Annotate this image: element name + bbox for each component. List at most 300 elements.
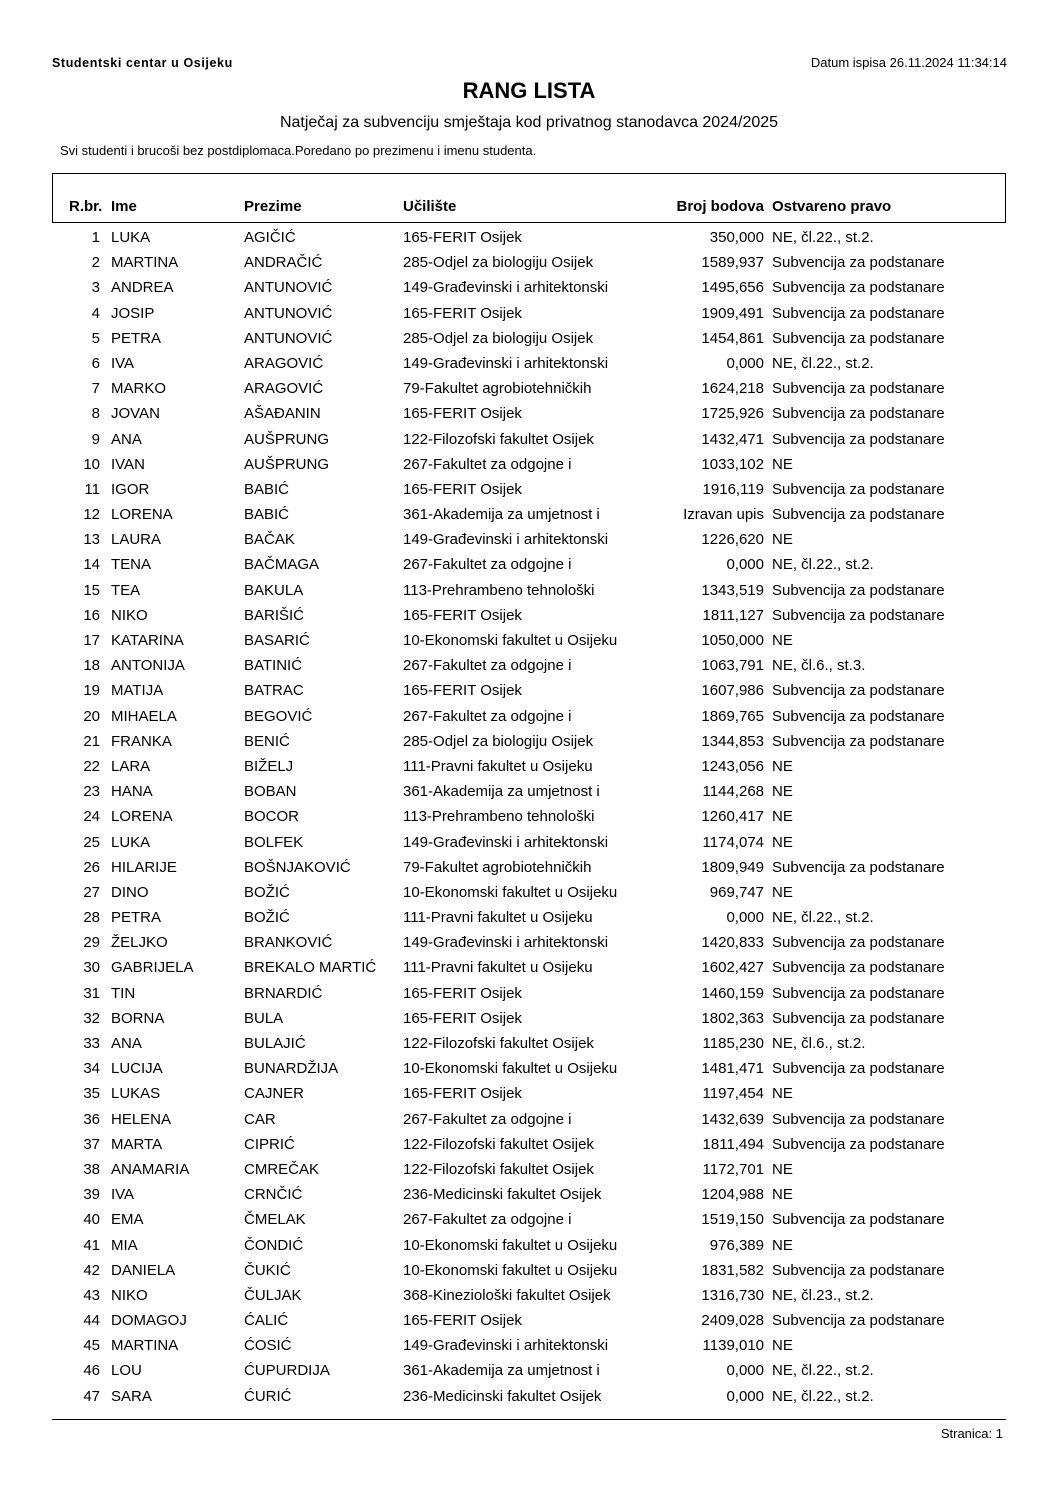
row-rbr: 2 xyxy=(91,254,100,272)
row-ime: EMA xyxy=(111,1211,144,1229)
header-pravo: Ostvareno pravo xyxy=(772,198,892,215)
row-bodovi: 1916,119 xyxy=(702,480,764,498)
row-pravo: Subvencija za podstanare xyxy=(772,430,945,448)
row-ime: HELENA xyxy=(111,1110,172,1128)
row-prezime: BATINIĆ xyxy=(244,657,303,675)
row-uciliste: 149-Građevinski i arhitektonski xyxy=(403,1337,609,1355)
row-pravo: Subvencija za podstanare xyxy=(772,304,945,322)
row-bodovi: 1432,471 xyxy=(701,430,764,448)
row-pravo: Subvencija za podstanare xyxy=(772,254,945,272)
table-row xyxy=(0,855,1058,880)
row-ime: LUCIJA xyxy=(111,1060,163,1078)
row-prezime: BAKULA xyxy=(244,581,304,599)
table-row xyxy=(0,1182,1058,1207)
row-pravo: Subvencija za podstanare xyxy=(772,506,945,524)
row-prezime: BATRAC xyxy=(244,682,304,700)
row-uciliste: 267-Fakultet za odgojne i xyxy=(403,556,572,574)
row-rbr: 27 xyxy=(83,883,100,901)
row-pravo: NE xyxy=(772,1160,793,1178)
row-bodovi: 0,000 xyxy=(726,909,764,927)
table-row xyxy=(0,628,1058,653)
row-rbr: 12 xyxy=(83,506,100,524)
row-uciliste: 267-Fakultet za odgojne i xyxy=(403,657,572,675)
row-pravo: Subvencija za podstanare xyxy=(772,934,945,952)
row-uciliste: 165-FERIT Osijek xyxy=(403,606,522,624)
row-rbr: 8 xyxy=(91,405,100,423)
row-pravo: Subvencija za podstanare xyxy=(772,959,945,977)
row-ime: PETRA xyxy=(111,329,162,347)
row-rbr: 43 xyxy=(83,1286,100,1304)
row-bodovi: 350,000 xyxy=(709,229,764,246)
row-pravo: NE, čl.22., st.2. xyxy=(772,909,874,927)
row-ime: LUKA xyxy=(111,229,151,246)
table-row xyxy=(0,981,1058,1006)
row-bodovi: 1495,656 xyxy=(701,279,764,297)
table-row xyxy=(0,250,1058,275)
row-pravo: NE, čl.23., st.2. xyxy=(772,1286,874,1304)
row-rbr: 23 xyxy=(83,783,100,801)
row-rbr: 18 xyxy=(83,657,100,675)
row-rbr: 34 xyxy=(83,1060,100,1078)
row-ime: HANA xyxy=(111,783,153,801)
row-pravo: Subvencija za podstanare xyxy=(772,707,945,725)
row-uciliste: 79-Fakultet agrobiotehničkih xyxy=(403,858,592,876)
table-row xyxy=(0,729,1058,754)
row-bodovi: 1050,000 xyxy=(701,632,764,649)
row-pravo: NE, čl.22., st.2. xyxy=(772,556,874,574)
table-row xyxy=(0,401,1058,426)
row-uciliste: 361-Akademija za umjetnost i xyxy=(403,1362,600,1380)
row-prezime: ANTUNOVIĆ xyxy=(244,279,333,297)
row-uciliste: 267-Fakultet za odgojne i xyxy=(403,1211,572,1229)
row-ime: TENA xyxy=(111,556,152,574)
row-prezime: BOŽIĆ xyxy=(244,883,290,901)
row-uciliste: 236-Medicinski fakultet Osijek xyxy=(403,1387,602,1405)
row-bodovi: Izravan upis xyxy=(683,506,764,524)
row-prezime: ĆALIĆ xyxy=(244,1312,289,1330)
table-row xyxy=(0,1006,1058,1031)
row-pravo: Subvencija za podstanare xyxy=(772,380,945,398)
row-pravo: Subvencija za podstanare xyxy=(772,682,945,700)
print-date: Datum ispisa 26.11.2024 11:34:14 xyxy=(810,55,1007,70)
row-uciliste: 149-Građevinski i arhitektonski xyxy=(403,934,609,952)
table-row xyxy=(0,301,1058,326)
table-row xyxy=(0,779,1058,804)
row-prezime: ČULJAK xyxy=(244,1286,302,1304)
table-row xyxy=(0,955,1058,980)
row-ime: LUKA xyxy=(111,833,151,851)
row-uciliste: 285-Odjel za biologiju Osijek xyxy=(403,732,594,750)
row-rbr: 24 xyxy=(83,808,100,826)
row-rbr: 25 xyxy=(83,833,100,851)
table-row xyxy=(0,1031,1058,1056)
row-ime: ANA xyxy=(111,1035,142,1052)
row-rbr: 40 xyxy=(83,1211,100,1229)
row-ime: MATIJA xyxy=(111,682,164,700)
row-rbr: 7 xyxy=(91,380,100,398)
row-rbr: 6 xyxy=(91,354,100,372)
row-prezime: ĆOSIĆ xyxy=(244,1337,292,1355)
row-uciliste: 149-Građevinski i arhitektonski xyxy=(403,354,609,372)
row-ime: IGOR xyxy=(111,480,150,498)
row-pravo: NE, čl.22., st.2. xyxy=(772,1387,874,1405)
row-bodovi: 1344,853 xyxy=(701,732,764,750)
row-uciliste: 165-FERIT Osijek xyxy=(403,984,522,1002)
table-row xyxy=(0,830,1058,855)
row-rbr: 19 xyxy=(83,682,100,700)
row-ime: IVA xyxy=(111,1186,135,1204)
row-pravo: Subvencija za podstanare xyxy=(772,606,945,624)
table-row xyxy=(0,1132,1058,1157)
table-row xyxy=(0,1081,1058,1106)
row-prezime: BAČMAGA xyxy=(244,556,320,574)
header-uciliste: Učilište xyxy=(403,198,457,215)
row-ime: ANA xyxy=(111,430,142,448)
table-row xyxy=(0,930,1058,955)
row-pravo: NE, čl.22., st.2. xyxy=(772,229,874,246)
row-prezime: ANTUNOVIĆ xyxy=(244,329,333,347)
row-pravo: NE, čl.22., st.2. xyxy=(772,354,874,372)
row-pravo: Subvencija za podstanare xyxy=(772,581,945,599)
row-pravo: NE xyxy=(772,455,793,473)
row-pravo: Subvencija za podstanare xyxy=(772,984,945,1002)
row-rbr: 30 xyxy=(83,959,100,977)
row-pravo: NE xyxy=(772,1337,793,1355)
row-ime: LAURA xyxy=(111,531,162,549)
row-prezime: BABIĆ xyxy=(244,506,290,524)
row-prezime: ČMELAK xyxy=(244,1211,306,1229)
row-bodovi: 976,389 xyxy=(709,1236,764,1254)
row-uciliste: 368-Kineziološki fakultet Osijek xyxy=(403,1286,611,1304)
row-pravo: Subvencija za podstanare xyxy=(772,1110,945,1128)
row-rbr: 29 xyxy=(83,934,100,952)
row-bodovi: 1432,639 xyxy=(701,1110,764,1128)
row-prezime: BOŽIĆ xyxy=(244,909,290,927)
row-bodovi: 1243,056 xyxy=(701,757,764,775)
row-ime: BORNA xyxy=(111,1009,165,1027)
row-rbr: 41 xyxy=(83,1236,100,1254)
row-ime: ANTONIJA xyxy=(111,657,185,675)
row-prezime: BULAJIĆ xyxy=(244,1035,306,1052)
row-ime: MARKO xyxy=(111,380,167,398)
header-rbr: R.br. xyxy=(69,198,103,215)
row-uciliste: 165-FERIT Osijek xyxy=(403,405,522,423)
row-rbr: 35 xyxy=(83,1085,100,1103)
row-prezime: CRNČIĆ xyxy=(244,1186,303,1204)
row-prezime: ČONDIĆ xyxy=(244,1236,304,1254)
row-ime: JOSIP xyxy=(111,304,155,322)
row-ime: LUKAS xyxy=(111,1085,161,1103)
table-row xyxy=(0,326,1058,351)
row-uciliste: 267-Fakultet za odgojne i xyxy=(403,707,572,725)
header-bodovi: Broj bodova xyxy=(676,198,764,215)
table-header xyxy=(52,173,1006,223)
row-ime: DANIELA xyxy=(111,1261,176,1279)
row-prezime: BOLFEK xyxy=(244,833,304,851)
row-bodovi: 1226,620 xyxy=(701,531,764,549)
row-uciliste: 122-Filozofski fakultet Osijek xyxy=(403,1135,594,1153)
row-rbr: 44 xyxy=(83,1312,100,1330)
table-row xyxy=(0,376,1058,401)
row-pravo: NE xyxy=(772,833,793,851)
table-row xyxy=(0,1107,1058,1132)
row-bodovi: 1831,582 xyxy=(701,1261,764,1279)
table-row xyxy=(0,1333,1058,1358)
row-ime: LARA xyxy=(111,757,151,775)
row-bodovi: 0,000 xyxy=(726,354,764,372)
row-ime: KATARINA xyxy=(111,632,184,649)
row-ime: LOU xyxy=(111,1362,142,1380)
row-bodovi: 1139,010 xyxy=(702,1337,764,1355)
row-bodovi: 2409,028 xyxy=(701,1312,764,1330)
row-bodovi: 1802,363 xyxy=(701,1009,764,1027)
row-pravo: Subvencija za podstanare xyxy=(772,1009,945,1027)
table-row xyxy=(0,552,1058,577)
row-uciliste: 165-FERIT Osijek xyxy=(403,1312,522,1330)
row-prezime: ĆUPURDIJA xyxy=(244,1362,330,1380)
row-pravo: NE, čl.22., st.2. xyxy=(772,1362,874,1380)
row-uciliste: 10-Ekonomski fakultet u Osijeku xyxy=(403,883,618,901)
organization-name: Studentski centar u Osijeku xyxy=(52,56,233,70)
row-rbr: 33 xyxy=(83,1035,100,1052)
row-bodovi: 969,747 xyxy=(709,883,764,901)
row-uciliste: 165-FERIT Osijek xyxy=(403,682,522,700)
row-prezime: BREKALO MARTIĆ xyxy=(244,959,377,977)
row-uciliste: 79-Fakultet agrobiotehničkih xyxy=(403,380,592,398)
page-number: Stranica: 1 xyxy=(940,1426,1003,1441)
row-rbr: 15 xyxy=(83,581,100,599)
row-uciliste: 165-FERIT Osijek xyxy=(403,229,522,246)
row-prezime: AGIČIĆ xyxy=(244,229,296,246)
table-row xyxy=(0,1258,1058,1283)
row-ime: IVA xyxy=(111,354,135,372)
row-uciliste: 285-Odjel za biologiju Osijek xyxy=(403,254,594,272)
row-bodovi: 0,000 xyxy=(726,1387,764,1405)
row-bodovi: 1343,519 xyxy=(701,581,764,599)
row-rbr: 17 xyxy=(83,632,100,649)
row-ime: IVAN xyxy=(111,455,145,473)
row-uciliste: 285-Odjel za biologiju Osijek xyxy=(403,329,594,347)
row-ime: ANDREA xyxy=(111,279,174,297)
row-rbr: 16 xyxy=(83,606,100,624)
row-pravo: NE xyxy=(772,1085,793,1103)
row-prezime: BULA xyxy=(244,1009,284,1027)
table-row xyxy=(0,452,1058,477)
row-prezime: AUŠPRUNG xyxy=(244,455,330,473)
row-uciliste: 111-Pravni fakultet u Osijeku xyxy=(403,909,593,927)
row-bodovi: 1811,127 xyxy=(702,606,764,624)
row-ime: TIN xyxy=(111,984,136,1002)
footer-divider xyxy=(52,1419,1006,1420)
row-bodovi: 1869,765 xyxy=(701,707,764,725)
row-pravo: NE, čl.6., st.2. xyxy=(772,1035,866,1052)
row-prezime: BOCOR xyxy=(244,808,300,826)
row-ime: PETRA xyxy=(111,909,162,927)
row-prezime: ANDRAČIĆ xyxy=(244,254,323,272)
row-rbr: 28 xyxy=(83,909,100,927)
row-pravo: Subvencija za podstanare xyxy=(772,732,945,750)
table-row xyxy=(0,527,1058,552)
row-ime: LORENA xyxy=(111,506,173,524)
row-ime: ŽELJKO xyxy=(111,934,168,952)
row-pravo: Subvencija za podstanare xyxy=(772,329,945,347)
table-row xyxy=(0,1157,1058,1182)
row-pravo: NE xyxy=(772,883,793,901)
row-prezime: ANTUNOVIĆ xyxy=(244,304,333,322)
row-bodovi: 1519,150 xyxy=(701,1211,764,1229)
row-uciliste: 267-Fakultet za odgojne i xyxy=(403,455,572,473)
row-rbr: 3 xyxy=(91,279,100,297)
table-row xyxy=(0,225,1058,250)
row-bodovi: 1197,454 xyxy=(702,1085,764,1103)
row-rbr: 39 xyxy=(83,1186,100,1204)
row-bodovi: 1602,427 xyxy=(701,959,764,977)
row-ime: ANAMARIA xyxy=(111,1160,190,1178)
row-rbr: 42 xyxy=(83,1261,100,1279)
row-pravo: Subvencija za podstanare xyxy=(772,480,945,498)
row-uciliste: 149-Građevinski i arhitektonski xyxy=(403,279,609,297)
row-uciliste: 113-Prehrambeno tehnološki xyxy=(403,581,595,599)
row-prezime: CAJNER xyxy=(244,1085,305,1103)
row-prezime: BRANKOVIĆ xyxy=(244,934,333,952)
row-uciliste: 10-Ekonomski fakultet u Osijeku xyxy=(403,632,618,649)
row-bodovi: 1460,159 xyxy=(701,984,764,1002)
row-prezime: BENIĆ xyxy=(244,732,290,750)
row-uciliste: 10-Ekonomski fakultet u Osijeku xyxy=(403,1236,618,1254)
row-bodovi: 1144,268 xyxy=(702,783,764,801)
row-rbr: 1 xyxy=(91,229,100,246)
row-pravo: NE, čl.6., st.3. xyxy=(772,657,866,675)
row-uciliste: 361-Akademija za umjetnost i xyxy=(403,506,600,524)
table-row xyxy=(0,1358,1058,1383)
row-bodovi: 1172,701 xyxy=(702,1160,764,1178)
row-ime: LORENA xyxy=(111,808,173,826)
row-ime: NIKO xyxy=(111,606,148,624)
row-pravo: Subvencija za podstanare xyxy=(772,1261,945,1279)
row-prezime: CAR xyxy=(244,1110,276,1128)
table-row xyxy=(0,275,1058,300)
row-bodovi: 1420,833 xyxy=(701,934,764,952)
row-ime: MARTINA xyxy=(111,254,179,272)
row-bodovi: 1624,218 xyxy=(701,380,764,398)
table-row xyxy=(0,1056,1058,1081)
table-row xyxy=(0,880,1058,905)
row-ime: JOVAN xyxy=(111,405,160,423)
table-row xyxy=(0,603,1058,628)
row-prezime: ARAGOVIĆ xyxy=(244,380,324,398)
table-row xyxy=(0,351,1058,376)
row-ime: NIKO xyxy=(111,1286,148,1304)
row-rbr: 14 xyxy=(83,556,100,574)
row-pravo: NE xyxy=(772,1186,793,1204)
row-pravo: Subvencija za podstanare xyxy=(772,1312,945,1330)
row-prezime: BOŠNJAKOVIĆ xyxy=(244,858,351,876)
row-uciliste: 165-FERIT Osijek xyxy=(403,480,522,498)
document-title: RANG LISTA xyxy=(462,78,596,103)
row-bodovi: 1607,986 xyxy=(701,682,764,700)
row-ime: MARTA xyxy=(111,1135,163,1153)
row-ime: DOMAGOJ xyxy=(111,1312,187,1330)
row-uciliste: 10-Ekonomski fakultet u Osijeku xyxy=(403,1261,618,1279)
row-uciliste: 113-Prehrambeno tehnološki xyxy=(403,808,595,826)
table-row xyxy=(0,502,1058,527)
row-pravo: Subvencija za podstanare xyxy=(772,405,945,423)
table-row xyxy=(0,678,1058,703)
table-row xyxy=(0,704,1058,729)
row-rbr: 46 xyxy=(83,1362,100,1380)
table-row xyxy=(0,1207,1058,1232)
row-pravo: NE xyxy=(772,531,793,549)
row-bodovi: 1589,937 xyxy=(701,254,764,272)
table-row xyxy=(0,578,1058,603)
row-uciliste: 122-Filozofski fakultet Osijek xyxy=(403,1035,594,1052)
row-prezime: CMREČAK xyxy=(244,1160,320,1178)
table-row xyxy=(0,1233,1058,1258)
row-bodovi: 1316,730 xyxy=(701,1286,764,1304)
table-row xyxy=(0,804,1058,829)
row-uciliste: 111-Pravni fakultet u Osijeku xyxy=(403,959,593,977)
row-prezime: BIŽELJ xyxy=(244,757,294,775)
row-uciliste: 267-Fakultet za odgojne i xyxy=(403,1110,572,1128)
row-uciliste: 361-Akademija za umjetnost i xyxy=(403,783,600,801)
row-uciliste: 122-Filozofski fakultet Osijek xyxy=(403,430,594,448)
row-bodovi: 1260,417 xyxy=(701,808,764,826)
row-rbr: 10 xyxy=(83,455,100,473)
row-prezime: ČUKIĆ xyxy=(244,1261,291,1279)
ranking-table-body xyxy=(0,225,1058,1409)
row-ime: SARA xyxy=(111,1387,152,1405)
row-rbr: 37 xyxy=(83,1135,100,1153)
row-pravo: NE xyxy=(772,632,793,649)
document-subtitle: Natječaj za subvenciju smještaja kod privatnog stanodavca 2024/2025 xyxy=(279,114,779,131)
row-pravo: Subvencija za podstanare xyxy=(772,1135,945,1153)
row-uciliste: 149-Građevinski i arhitektonski xyxy=(403,833,609,851)
row-bodovi: 0,000 xyxy=(726,556,764,574)
row-uciliste: 236-Medicinski fakultet Osijek xyxy=(403,1186,602,1204)
row-uciliste: 111-Pravni fakultet u Osijeku xyxy=(403,757,593,775)
row-rbr: 11 xyxy=(84,480,100,498)
row-prezime: CIPRIĆ xyxy=(244,1135,295,1153)
row-pravo: NE xyxy=(772,783,793,801)
row-prezime: AŠAĐANIN xyxy=(244,405,321,423)
row-rbr: 45 xyxy=(83,1337,100,1355)
table-row xyxy=(0,427,1058,452)
row-rbr: 47 xyxy=(83,1387,100,1405)
row-ime: DINO xyxy=(111,883,149,901)
row-bodovi: 1063,791 xyxy=(701,657,764,675)
row-uciliste: 10-Ekonomski fakultet u Osijeku xyxy=(403,1060,618,1078)
row-bodovi: 1909,491 xyxy=(701,304,764,322)
row-prezime: BUNARDŽIJA xyxy=(244,1060,339,1078)
table-row xyxy=(0,905,1058,930)
row-rbr: 36 xyxy=(83,1110,100,1128)
row-prezime: BRNARDIĆ xyxy=(244,984,323,1002)
row-prezime: ĆURIĆ xyxy=(244,1387,292,1405)
row-pravo: NE xyxy=(772,1236,793,1254)
table-row xyxy=(0,1308,1058,1333)
row-pravo: Subvencija za podstanare xyxy=(772,1211,945,1229)
table-row xyxy=(0,477,1058,502)
row-prezime: ARAGOVIĆ xyxy=(244,354,324,372)
row-bodovi: 1204,988 xyxy=(701,1186,764,1204)
row-prezime: BABIĆ xyxy=(244,480,290,498)
table-row xyxy=(0,1384,1058,1409)
header-prezime: Prezime xyxy=(244,198,302,215)
document-note: Svi studenti i brucoši bez postdiplomaca.Poredano po prezimenu i imenu studenta. xyxy=(60,143,537,158)
row-ime: MIA xyxy=(111,1236,138,1254)
row-prezime: BAČAK xyxy=(244,531,295,549)
row-prezime: BASARIĆ xyxy=(244,632,310,649)
